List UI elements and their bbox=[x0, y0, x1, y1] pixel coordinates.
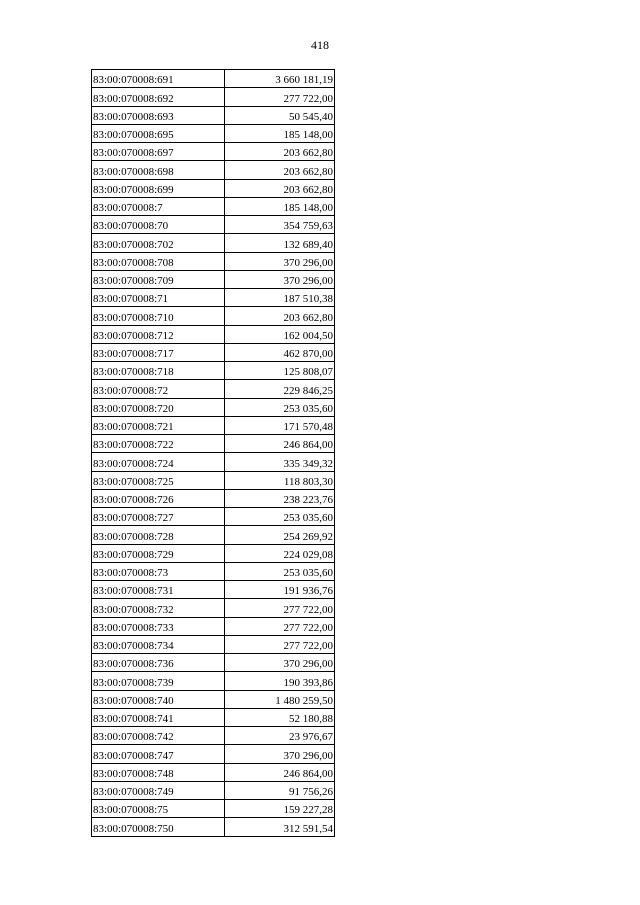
cadastral-value-cell: 132 689,40 bbox=[225, 234, 335, 252]
cadastral-value-cell: 23 976,67 bbox=[225, 727, 335, 745]
cadastral-value-cell: 253 035,60 bbox=[225, 508, 335, 526]
cadastral-value-cell: 370 296,00 bbox=[225, 654, 335, 672]
table-row bbox=[92, 362, 335, 380]
table-row bbox=[92, 727, 335, 745]
cadastral-value-cell: 203 662,80 bbox=[225, 143, 335, 161]
cadastral-value-cell: 277 722,00 bbox=[225, 88, 335, 106]
table-row bbox=[92, 252, 335, 270]
cadastral-number-cell: 83:00:070008:720 bbox=[92, 398, 225, 416]
table-row bbox=[92, 307, 335, 325]
cadastral-number-cell: 83:00:070008:732 bbox=[92, 599, 225, 617]
cadastral-number-cell: 83:00:070008:748 bbox=[92, 763, 225, 781]
table-row bbox=[92, 489, 335, 507]
cadastral-value-cell: 162 004,50 bbox=[225, 325, 335, 343]
cadastral-value-cell: 335 349,32 bbox=[225, 453, 335, 471]
cadastral-number-cell: 83:00:070008:698 bbox=[92, 161, 225, 179]
cadastral-number-cell: 83:00:070008:736 bbox=[92, 654, 225, 672]
cadastral-value-cell: 246 864,00 bbox=[225, 435, 335, 453]
table-row bbox=[92, 617, 335, 635]
cadastral-value-cell: 370 296,00 bbox=[225, 270, 335, 288]
cadastral-number-cell: 83:00:070008:726 bbox=[92, 489, 225, 507]
table-row bbox=[92, 708, 335, 726]
table-row bbox=[92, 599, 335, 617]
cadastral-value-cell: 1 480 259,50 bbox=[225, 690, 335, 708]
cadastral-value-cell: 185 148,00 bbox=[225, 197, 335, 215]
table-row bbox=[92, 106, 335, 124]
cadastral-value-cell: 203 662,80 bbox=[225, 161, 335, 179]
table-row bbox=[92, 325, 335, 343]
table-row bbox=[92, 800, 335, 818]
cadastral-number-cell: 83:00:070008:729 bbox=[92, 544, 225, 562]
cadastral-number-cell: 83:00:070008:692 bbox=[92, 88, 225, 106]
cadastral-number-cell: 83:00:070008:691 bbox=[92, 70, 225, 88]
cadastral-value-cell: 370 296,00 bbox=[225, 252, 335, 270]
cadastral-number-cell: 83:00:070008:708 bbox=[92, 252, 225, 270]
cadastral-value-cell: 191 936,76 bbox=[225, 581, 335, 599]
cadastral-number-cell: 83:00:070008:7 bbox=[92, 197, 225, 215]
table-row bbox=[92, 143, 335, 161]
cadastral-number-cell: 83:00:070008:70 bbox=[92, 216, 225, 234]
cadastral-number-cell: 83:00:070008:702 bbox=[92, 234, 225, 252]
cadastral-value-cell: 187 510,38 bbox=[225, 289, 335, 307]
table-row bbox=[92, 745, 335, 763]
cadastral-value-cell: 125 808,07 bbox=[225, 362, 335, 380]
cadastral-value-table bbox=[91, 69, 335, 837]
table-row bbox=[92, 398, 335, 416]
table-row bbox=[92, 508, 335, 526]
table-row bbox=[92, 416, 335, 434]
table-row bbox=[92, 526, 335, 544]
table-row bbox=[92, 380, 335, 398]
cadastral-number-cell: 83:00:070008:724 bbox=[92, 453, 225, 471]
cadastral-number-cell: 83:00:070008:712 bbox=[92, 325, 225, 343]
table-row bbox=[92, 544, 335, 562]
cadastral-number-cell: 83:00:070008:709 bbox=[92, 270, 225, 288]
table-row bbox=[92, 124, 335, 142]
cadastral-value-cell: 370 296,00 bbox=[225, 745, 335, 763]
table-row bbox=[92, 781, 335, 799]
table-body bbox=[92, 70, 335, 837]
cadastral-number-cell: 83:00:070008:749 bbox=[92, 781, 225, 799]
table-row bbox=[92, 562, 335, 580]
table-row bbox=[92, 88, 335, 106]
table-row bbox=[92, 289, 335, 307]
cadastral-number-cell: 83:00:070008:731 bbox=[92, 581, 225, 599]
cadastral-value-cell: 277 722,00 bbox=[225, 635, 335, 653]
cadastral-number-cell: 83:00:070008:734 bbox=[92, 635, 225, 653]
cadastral-value-cell: 253 035,60 bbox=[225, 562, 335, 580]
cadastral-number-cell: 83:00:070008:727 bbox=[92, 508, 225, 526]
table-row bbox=[92, 471, 335, 489]
cadastral-value-cell: 171 570,48 bbox=[225, 416, 335, 434]
table-row bbox=[92, 672, 335, 690]
table-row bbox=[92, 343, 335, 361]
table-row bbox=[92, 216, 335, 234]
table-row bbox=[92, 435, 335, 453]
cadastral-number-cell: 83:00:070008:717 bbox=[92, 343, 225, 361]
cadastral-value-cell: 203 662,80 bbox=[225, 179, 335, 197]
table-row bbox=[92, 763, 335, 781]
cadastral-number-cell: 83:00:070008:741 bbox=[92, 708, 225, 726]
table-row bbox=[92, 197, 335, 215]
table-row bbox=[92, 70, 335, 88]
page-number: 418 bbox=[311, 38, 329, 52]
cadastral-number-cell: 83:00:070008:693 bbox=[92, 106, 225, 124]
cadastral-value-cell: 185 148,00 bbox=[225, 124, 335, 142]
cadastral-number-cell: 83:00:070008:72 bbox=[92, 380, 225, 398]
cadastral-number-cell: 83:00:070008:695 bbox=[92, 124, 225, 142]
cadastral-value-cell: 354 759,63 bbox=[225, 216, 335, 234]
table-row bbox=[92, 635, 335, 653]
table-row bbox=[92, 690, 335, 708]
cadastral-value-cell: 52 180,88 bbox=[225, 708, 335, 726]
cadastral-number-cell: 83:00:070008:742 bbox=[92, 727, 225, 745]
cadastral-value-cell: 462 870,00 bbox=[225, 343, 335, 361]
cadastral-value-cell: 238 223,76 bbox=[225, 489, 335, 507]
cadastral-number-cell: 83:00:070008:699 bbox=[92, 179, 225, 197]
table-row bbox=[92, 234, 335, 252]
cadastral-value-cell: 229 846,25 bbox=[225, 380, 335, 398]
cadastral-value-cell: 203 662,80 bbox=[225, 307, 335, 325]
cadastral-value-cell: 277 722,00 bbox=[225, 617, 335, 635]
cadastral-value-cell: 312 591,54 bbox=[225, 818, 335, 836]
table-row bbox=[92, 453, 335, 471]
cadastral-value-cell: 224 029,08 bbox=[225, 544, 335, 562]
cadastral-number-cell: 83:00:070008:718 bbox=[92, 362, 225, 380]
cadastral-number-cell: 83:00:070008:71 bbox=[92, 289, 225, 307]
cadastral-value-cell: 91 756,26 bbox=[225, 781, 335, 799]
cadastral-value-cell: 118 803,30 bbox=[225, 471, 335, 489]
cadastral-number-cell: 83:00:070008:740 bbox=[92, 690, 225, 708]
cadastral-number-cell: 83:00:070008:697 bbox=[92, 143, 225, 161]
cadastral-number-cell: 83:00:070008:73 bbox=[92, 562, 225, 580]
cadastral-number-cell: 83:00:070008:725 bbox=[92, 471, 225, 489]
cadastral-number-cell: 83:00:070008:722 bbox=[92, 435, 225, 453]
cadastral-value-cell: 277 722,00 bbox=[225, 599, 335, 617]
cadastral-number-cell: 83:00:070008:747 bbox=[92, 745, 225, 763]
table-row bbox=[92, 654, 335, 672]
table-row bbox=[92, 581, 335, 599]
table-row bbox=[92, 179, 335, 197]
cadastral-value-cell: 246 864,00 bbox=[225, 763, 335, 781]
cadastral-value-cell: 254 269,92 bbox=[225, 526, 335, 544]
cadastral-value-cell: 3 660 181,19 bbox=[225, 70, 335, 88]
table-row bbox=[92, 270, 335, 288]
cadastral-value-cell: 253 035,60 bbox=[225, 398, 335, 416]
table-row bbox=[92, 818, 335, 836]
cadastral-number-cell: 83:00:070008:75 bbox=[92, 800, 225, 818]
cadastral-number-cell: 83:00:070008:739 bbox=[92, 672, 225, 690]
cadastral-value-cell: 50 545,40 bbox=[225, 106, 335, 124]
cadastral-number-cell: 83:00:070008:728 bbox=[92, 526, 225, 544]
cadastral-number-cell: 83:00:070008:721 bbox=[92, 416, 225, 434]
cadastral-value-cell: 159 227,28 bbox=[225, 800, 335, 818]
cadastral-number-cell: 83:00:070008:733 bbox=[92, 617, 225, 635]
cadastral-value-cell: 190 393,86 bbox=[225, 672, 335, 690]
cadastral-number-cell: 83:00:070008:750 bbox=[92, 818, 225, 836]
table-row bbox=[92, 161, 335, 179]
cadastral-number-cell: 83:00:070008:710 bbox=[92, 307, 225, 325]
